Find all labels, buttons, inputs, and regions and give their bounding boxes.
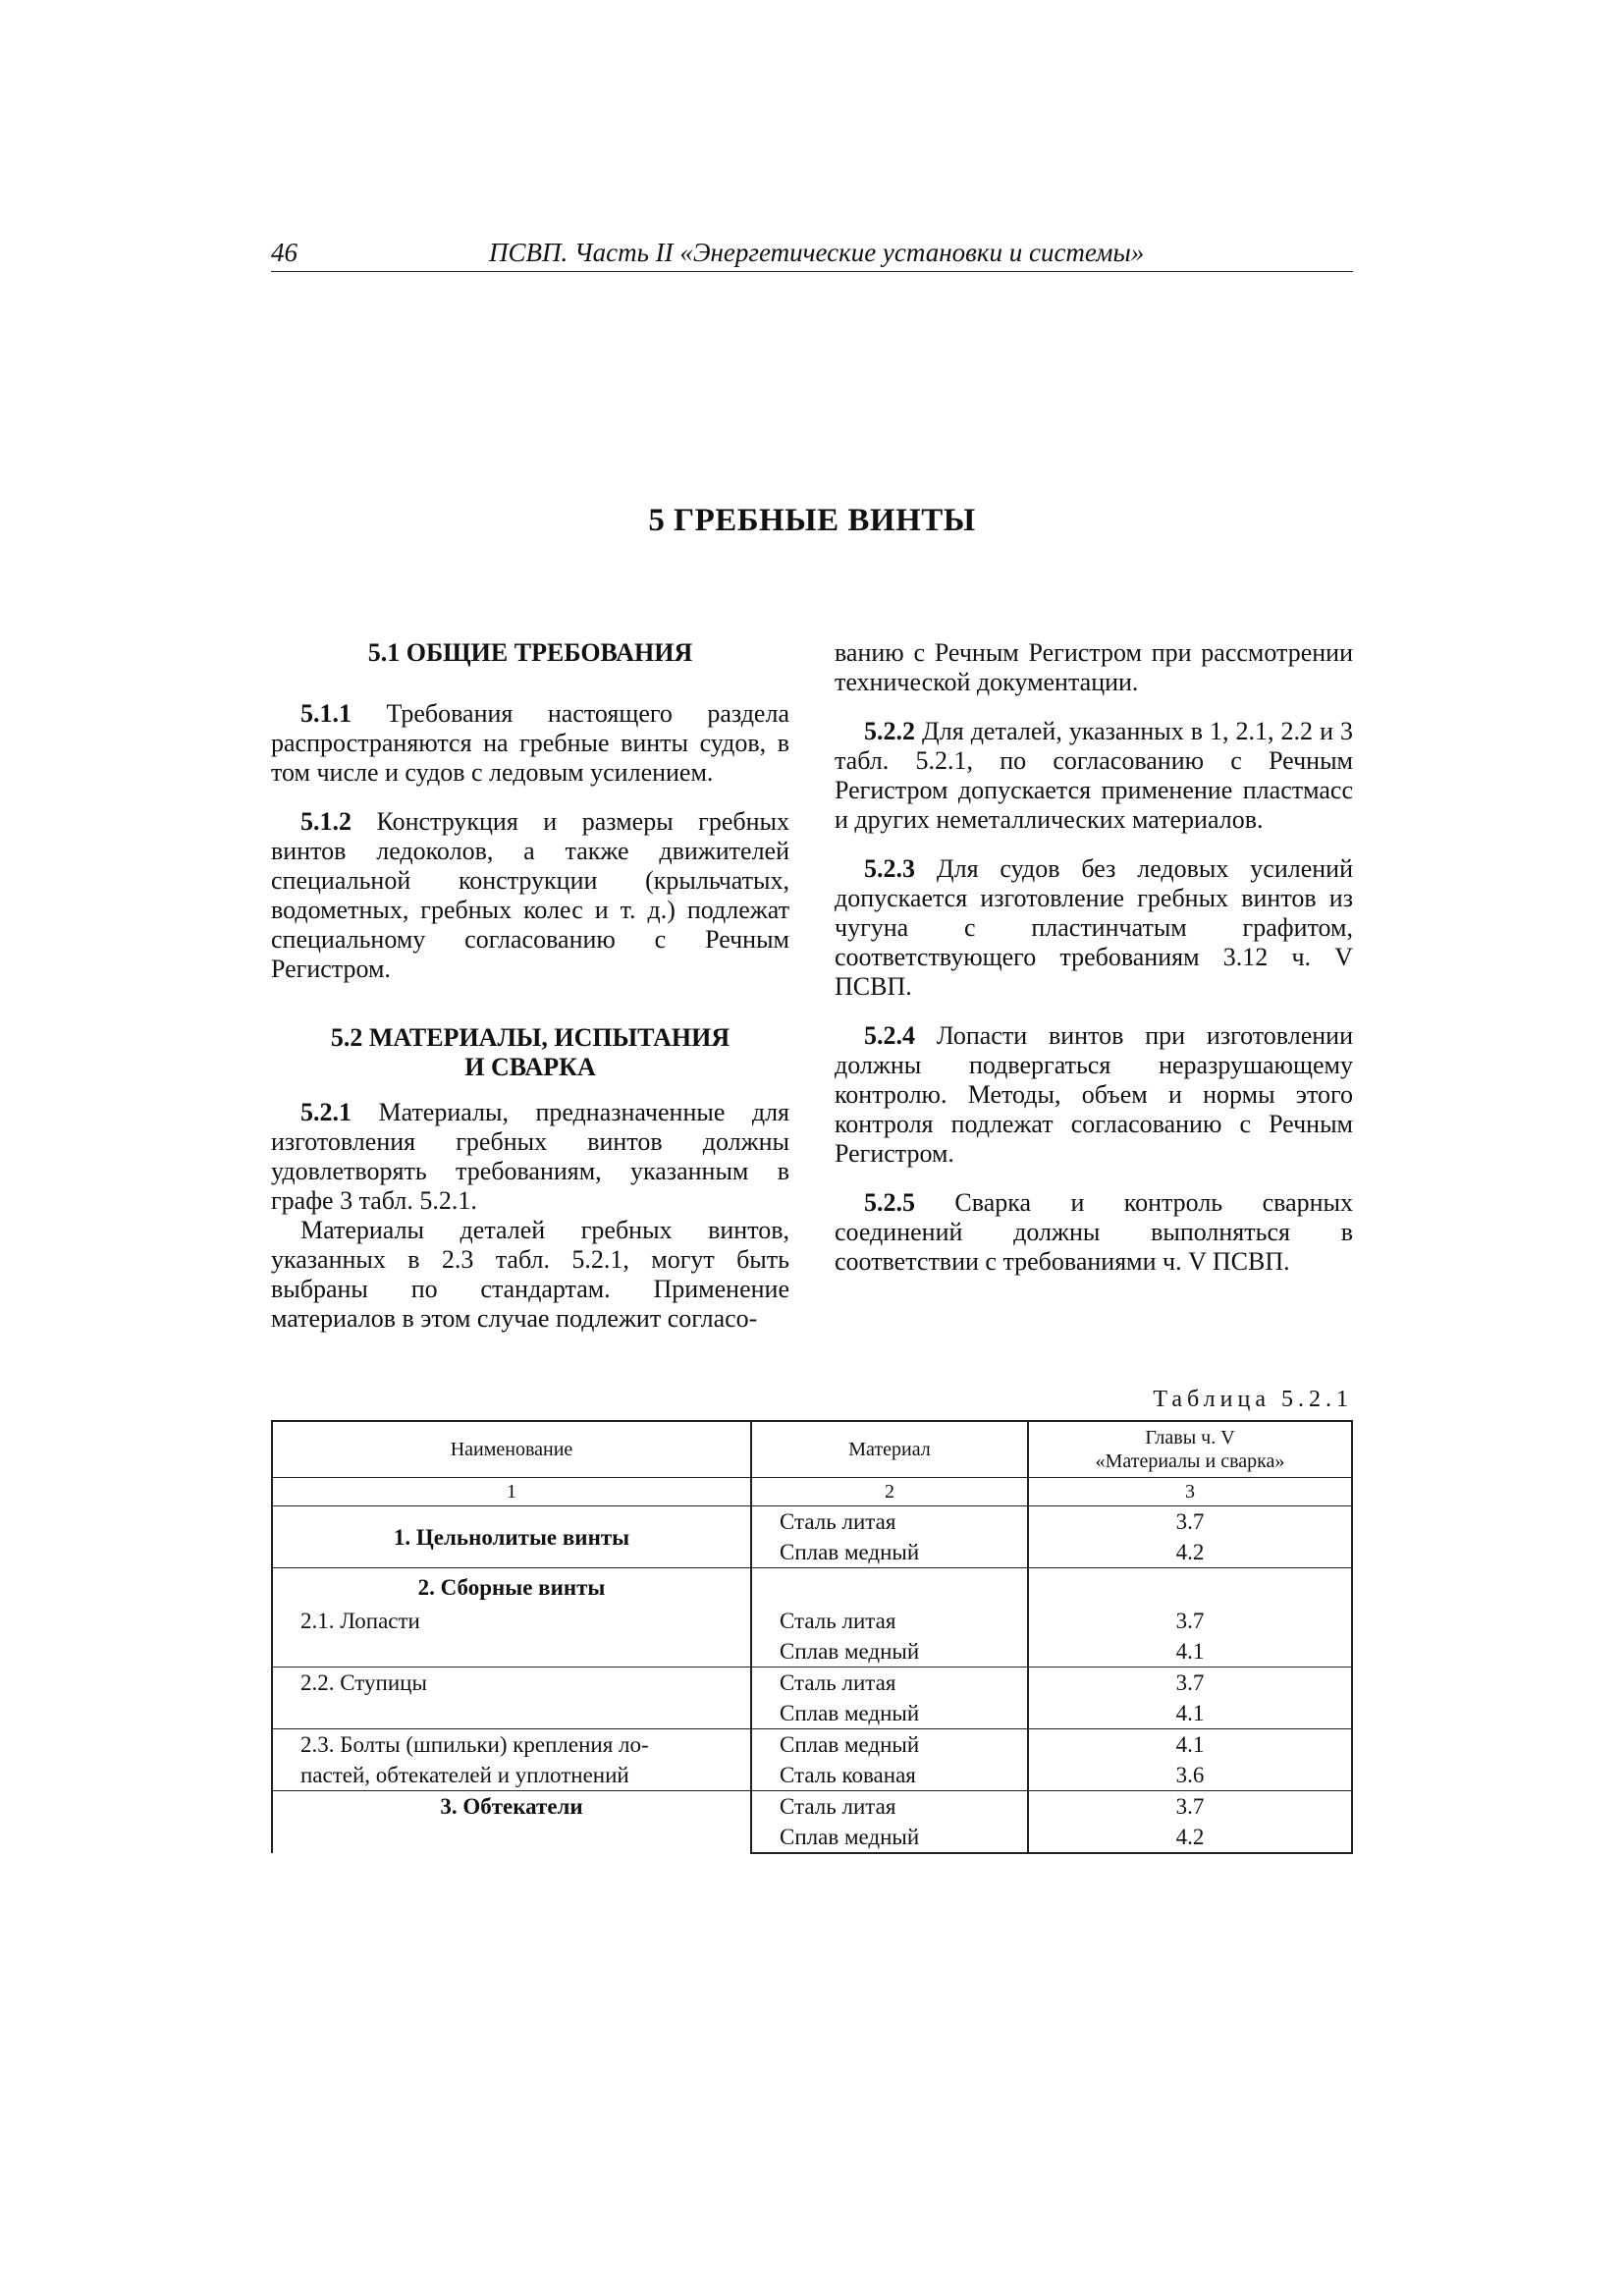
cell-material: Сплав медный <box>751 1537 1028 1568</box>
page-number: 46 <box>271 238 298 267</box>
cell-chapter: 4.1 <box>1028 1636 1352 1667</box>
cell-material <box>751 1568 1028 1607</box>
clause-number: 5.1.2 <box>300 807 352 836</box>
running-title: ПСВП. Часть II «Энергетические установки и системы» <box>489 238 1145 267</box>
header-chapters <box>1028 1421 1352 1478</box>
cell-material: Сталь литая <box>751 1667 1028 1699</box>
paragraph-5-1-1 <box>271 699 789 788</box>
table-row <box>272 1729 1352 1761</box>
cell-material: Сплав медный <box>751 1698 1028 1729</box>
table-row <box>272 1760 1352 1791</box>
cell-chapter: 3.7 <box>1028 1667 1352 1699</box>
cell-material: Сплав медный <box>751 1636 1028 1667</box>
section-title-line: И СВАРКА <box>464 1053 596 1081</box>
clause-number: 5.2.5 <box>864 1188 915 1217</box>
table-row <box>272 1791 1352 1823</box>
cell-chapter: 3.6 <box>1028 1760 1352 1791</box>
cell-chapter: 3.7 <box>1028 1606 1352 1636</box>
header-material: Материал <box>751 1421 1028 1478</box>
clause-text: Требования настоящего раздела распространяются на гребные винты судов, в том числе и судов с ледовым усилением. <box>271 699 789 787</box>
cell-chapter: 3.7 <box>1028 1506 1352 1538</box>
paragraph-5-2-5 <box>835 1188 1353 1277</box>
paragraph-continuation: ванию с Речным Регистром при рассмотрении технической документации. <box>835 638 1353 696</box>
table-row <box>272 1606 1352 1636</box>
cell-name: 3. Обтекатели <box>272 1791 751 1854</box>
paragraph-5-1-2 <box>271 807 789 984</box>
cell-name: 2.2. Ступицы <box>272 1667 751 1699</box>
header-name: Наименование <box>272 1421 751 1478</box>
clause-text: Лопасти винтов при изготовлении должны подвергаться неразрушающему контролю. Методы, объем и нормы этого контроля подлежат согласованию с Речным Регистром. <box>835 1021 1353 1168</box>
table-row <box>272 1636 1352 1667</box>
chapter-title: 5 ГРЕБНЫЕ ВИНТЫ <box>648 503 976 538</box>
clause-number: 5.2.4 <box>864 1021 915 1050</box>
cell-name: 2.3. Болты (шпильки) крепления ло- <box>272 1729 751 1761</box>
cell-chapter: 4.1 <box>1028 1698 1352 1729</box>
section-title-5-2 <box>271 1023 789 1082</box>
table-row <box>272 1698 1352 1729</box>
clause-text: Конструкция и размеры гребных винтов ледоколов, а также движителей специальной конструкции (крыльчатых, водометных, гребных колес и т. д.) подлежат специальному согласованию с Речным Регистром. <box>271 807 789 983</box>
paragraph-5-2-4 <box>835 1021 1353 1169</box>
paragraph-5-2-2 <box>835 717 1353 835</box>
cell-material: Сплав медный <box>751 1822 1028 1853</box>
clause-text: Сварка и контроль сварных соединений должны выполняться в соответствии с требованиями ч. V ПСВП. <box>835 1188 1353 1276</box>
table-caption: Таблица 5.2.1 <box>1153 1387 1353 1412</box>
clause-number: 5.2.2 <box>864 717 915 745</box>
paragraph-materials: Материалы деталей гребных винтов, указанных в 2.3 табл. 5.2.1, могут быть выбраны по стандартам. Применение материалов в этом случае подлежит согласо- <box>271 1216 789 1333</box>
clause-number: 5.2.3 <box>864 854 915 883</box>
page-header <box>271 236 1353 272</box>
cell-material: Сталь литая <box>751 1606 1028 1636</box>
column-number-row <box>272 1478 1352 1506</box>
clause-number: 5.1.1 <box>300 699 352 728</box>
left-column <box>271 638 789 1353</box>
column-number: 3 <box>1028 1478 1352 1506</box>
table-header-row <box>272 1421 1352 1478</box>
cell-name <box>272 1636 751 1667</box>
cell-chapter: 3.7 <box>1028 1791 1352 1823</box>
clause-text: Для деталей, указанных в 1, 2.1, 2.2 и 3 табл. 5.2.1, по согласованию с Речным Регистром допускается применение пластмасс и других неметаллических материалов. <box>835 717 1353 834</box>
cell-material: Сплав медный <box>751 1729 1028 1761</box>
cell-chapter: 4.1 <box>1028 1729 1352 1761</box>
column-number: 2 <box>751 1478 1028 1506</box>
header-chapters-line: «Материалы и сварка» <box>1095 1450 1285 1472</box>
header-chapters-line: Главы ч. V <box>1145 1427 1235 1449</box>
cell-chapter: 4.2 <box>1028 1537 1352 1568</box>
table-row <box>272 1667 1352 1699</box>
paragraph-5-2-3 <box>835 854 1353 1002</box>
cell-name: 2. Сборные винты <box>272 1568 751 1607</box>
cell-name: пастей, обтекателей и уплотнений <box>272 1760 751 1791</box>
table-row <box>272 1568 1352 1607</box>
column-number: 1 <box>272 1478 751 1506</box>
cell-material: Сталь литая <box>751 1506 1028 1538</box>
cell-chapter <box>1028 1568 1352 1607</box>
section-title-line: 5.2 МАТЕРИАЛЫ, ИСПЫТАНИЯ <box>330 1023 730 1052</box>
clause-text: Материалы, предназначенные для изготовления гребных винтов должны удовлетворять требованиям, указанным в графе 3 табл. 5.2.1. <box>271 1098 789 1215</box>
cell-material: Сталь кованая <box>751 1760 1028 1791</box>
section-title-5-1: 5.1 ОБЩИЕ ТРЕБОВАНИЯ <box>367 638 693 667</box>
cell-name <box>272 1698 751 1729</box>
cell-name: 1. Цельнолитые винты <box>272 1506 751 1568</box>
clause-number: 5.2.1 <box>300 1098 352 1126</box>
cell-material: Сталь литая <box>751 1791 1028 1823</box>
table-row <box>272 1506 1352 1538</box>
paragraph-5-2-1 <box>271 1098 789 1216</box>
cell-chapter: 4.2 <box>1028 1822 1352 1853</box>
clause-text: Для судов без ледовых усилений допускается изготовление гребных винтов из чугуна с пластинчатым графитом, соответствующего требованиям 3.12 ч. V ПСВП. <box>835 854 1353 1001</box>
cell-name: 2.1. Лопасти <box>272 1606 751 1636</box>
materials-table <box>271 1420 1353 1854</box>
right-column <box>835 638 1353 1296</box>
